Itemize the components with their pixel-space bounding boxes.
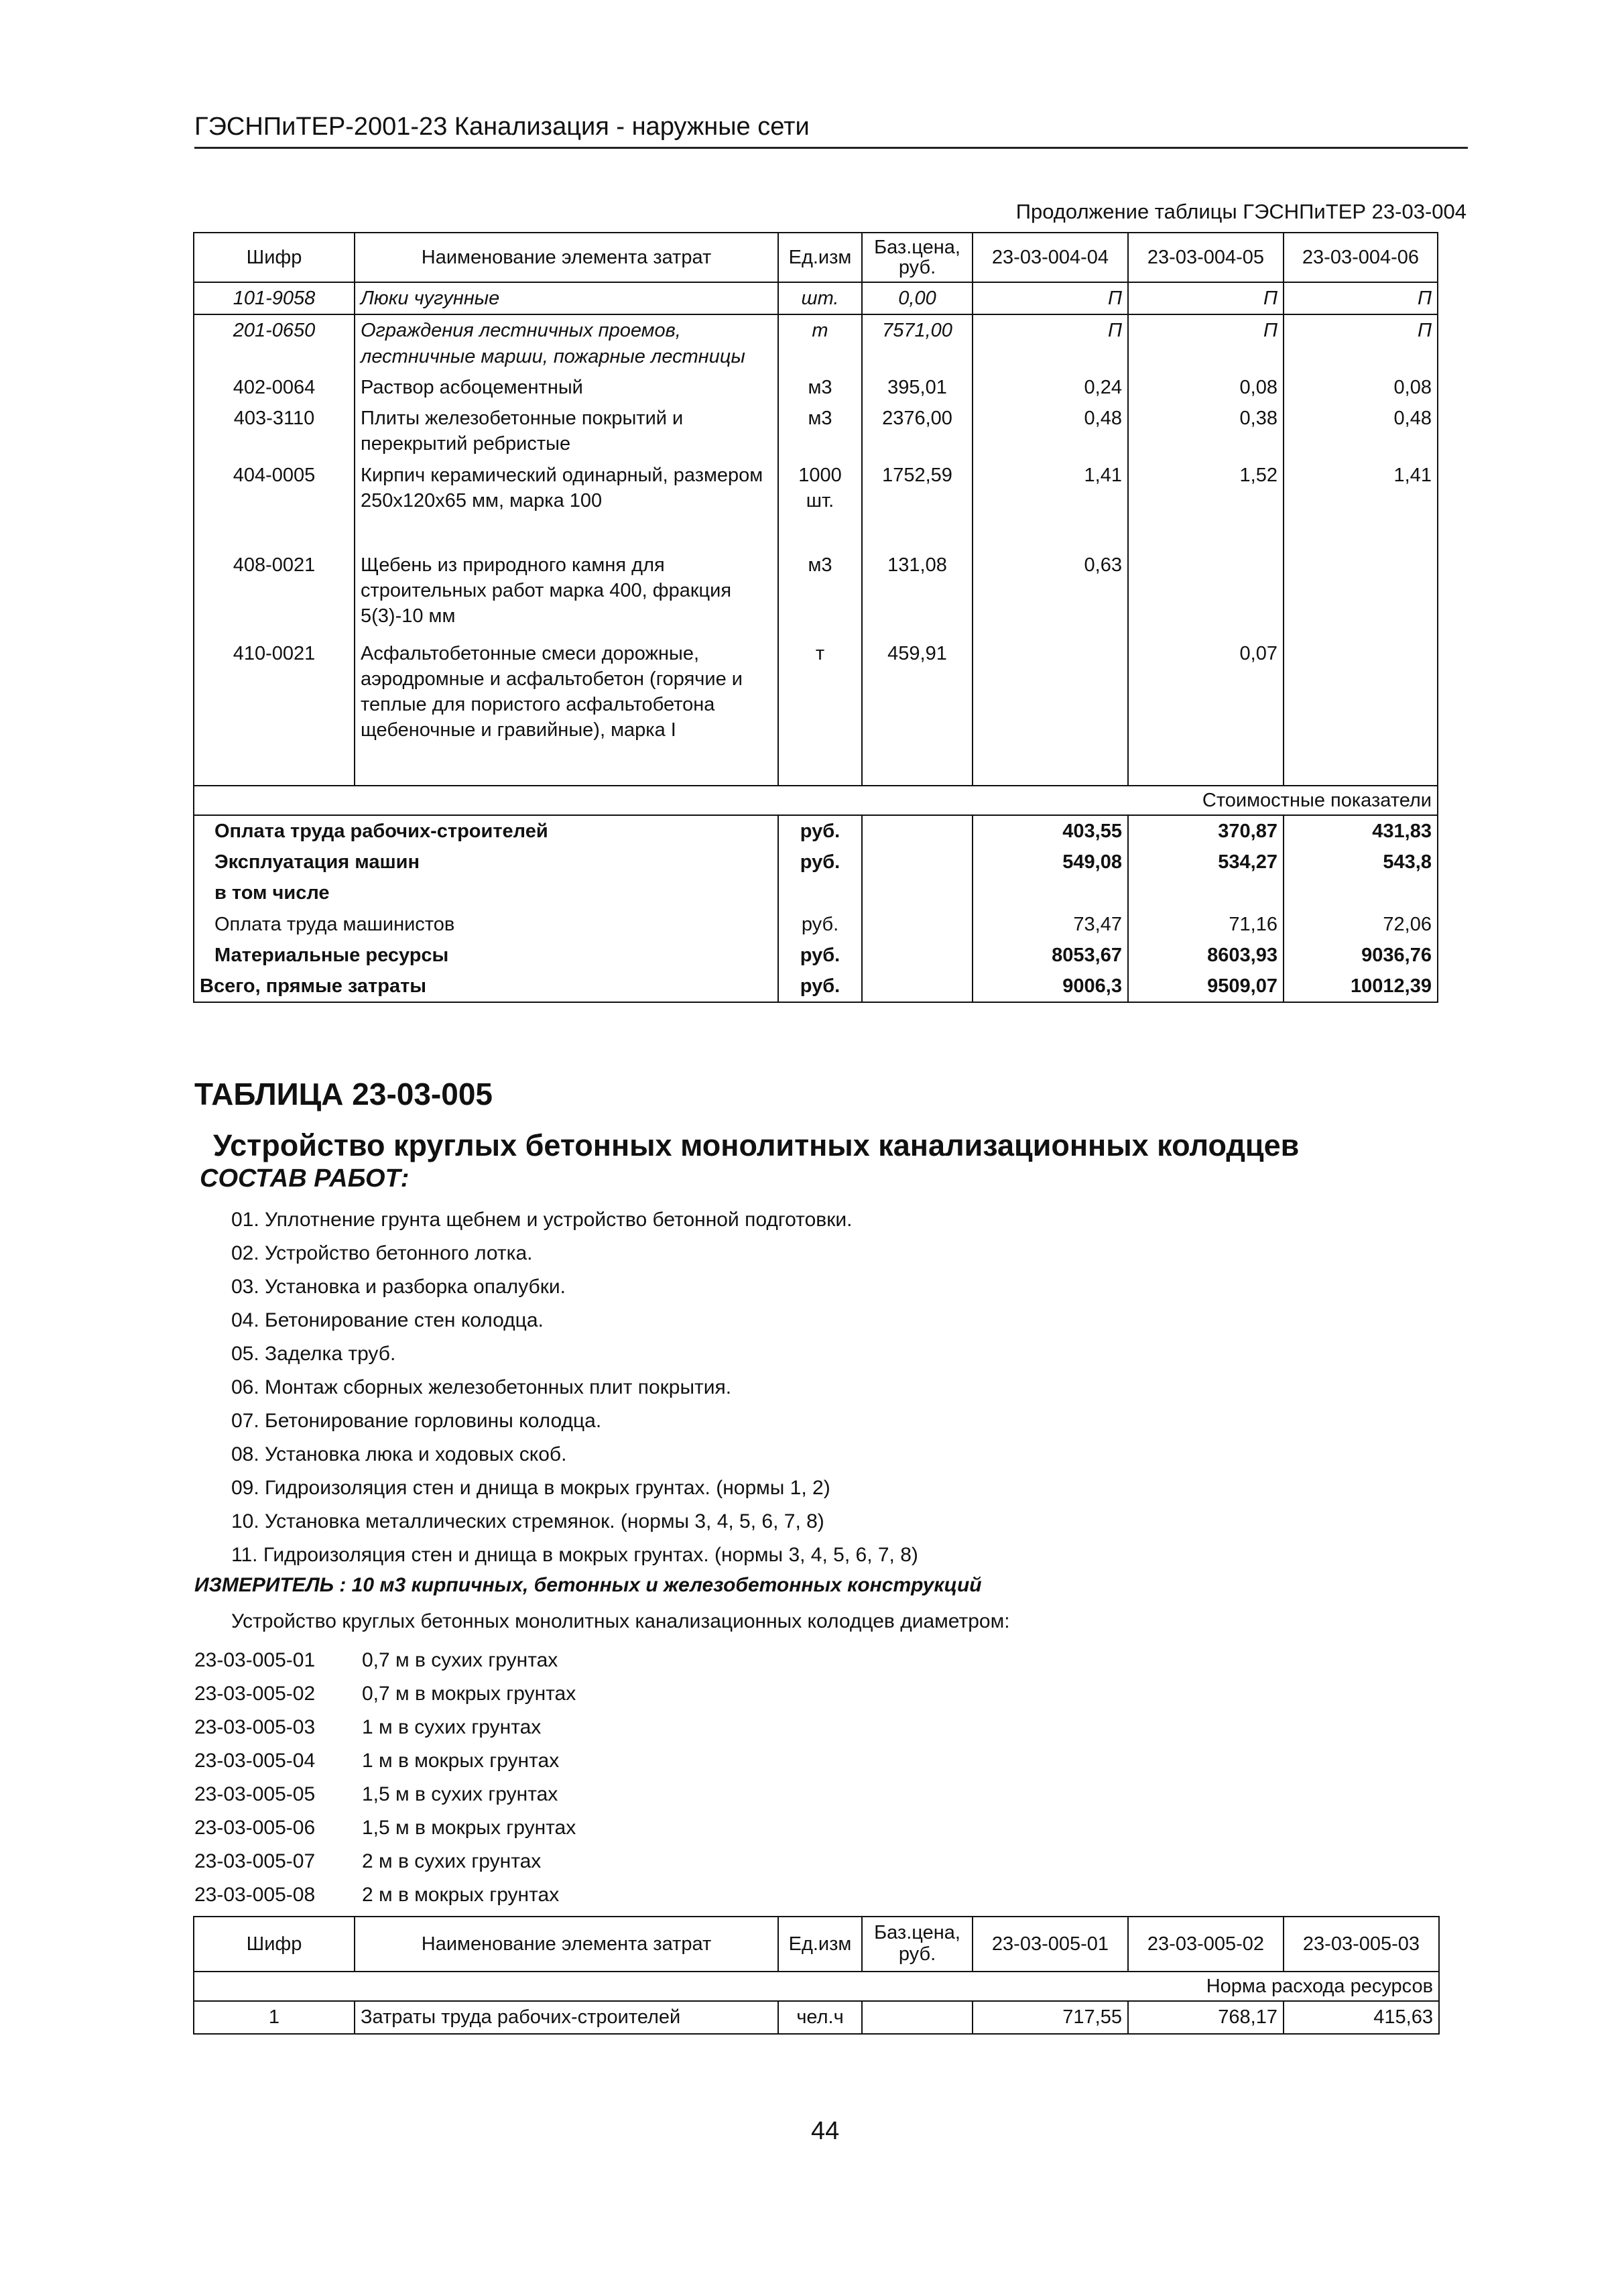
cell-value: 1,41: [1284, 460, 1438, 550]
table-row: [194, 314, 1438, 372]
list-item: [194, 1677, 576, 1711]
list-item: [194, 1845, 576, 1878]
variant-code: 23-03-005-04: [194, 1750, 316, 1772]
table-row: [194, 403, 1438, 460]
cell-value: П: [1284, 282, 1438, 314]
column-header: Наименование элемента затрат: [355, 1917, 778, 1972]
table-row: [194, 550, 1438, 638]
cell-name: Затраты труда рабочих-строителей: [355, 2001, 778, 2033]
variants-list: [194, 1644, 576, 1912]
cost-value: 431,83: [1284, 815, 1438, 847]
cost-value: 72,06: [1284, 909, 1438, 940]
cell-code: 408-0021: [194, 550, 355, 638]
cost-name: Всего, прямые затраты: [194, 971, 778, 1002]
cost-section-label: Стоимостные показатели: [194, 786, 1438, 815]
column-header: 23-03-004-06: [1284, 233, 1438, 282]
variants-intro: Устройство круглых бетонных монолитных канализационных колодцев диаметром:: [231, 1610, 1010, 1632]
cost-unit: руб.: [778, 971, 862, 1002]
cell-value: 415,63: [1284, 2001, 1439, 2033]
cell-value: 717,55: [973, 2001, 1128, 2033]
variant-code: 23-03-005-07: [194, 1850, 316, 1872]
table-row: [194, 372, 1438, 403]
column-header: 23-03-004-05: [1128, 233, 1284, 282]
cell-code: 101-9058: [194, 282, 355, 314]
table-row: [194, 2001, 1439, 2033]
cell-value: П: [1128, 282, 1284, 314]
cell-price: 1752,59: [862, 460, 973, 550]
cost-price-empty: [862, 971, 973, 1002]
cell-price: 131,08: [862, 550, 973, 638]
table-header-row: [194, 1917, 1439, 1972]
cell-unit: т: [778, 638, 862, 786]
cell-unit: м3: [778, 372, 862, 403]
cell-value: [1128, 550, 1284, 638]
list-item: [194, 1878, 576, 1912]
variant-desc: 0,7 м в сухих грунтах: [362, 1649, 558, 1671]
cost-value: 9509,07: [1128, 971, 1284, 1002]
cost-value: [973, 878, 1128, 908]
cost-value: 8603,93: [1128, 940, 1284, 971]
cell-value: [1284, 638, 1438, 786]
cost-value: [1128, 878, 1284, 908]
list-item: 04. Бетонирование стен колодца.: [231, 1309, 544, 1331]
cost-value: 370,87: [1128, 815, 1284, 847]
cell-value: 0,08: [1128, 372, 1284, 403]
column-header: Баз.цена, руб.: [862, 233, 973, 282]
works-list: [231, 1203, 918, 1572]
variant-desc: 1 м в сухих грунтах: [362, 1716, 542, 1738]
table-row: [194, 638, 1438, 786]
cell-value: 0,24: [973, 372, 1128, 403]
cell-unit: чел.ч: [778, 2001, 862, 2033]
list-item: 05. Заделка труб.: [231, 1343, 396, 1365]
cost-name: Материальные ресурсы: [194, 940, 778, 971]
cell-unit: 1000 шт.: [778, 460, 862, 550]
cell-name: Раствор асбоцементный: [355, 372, 778, 403]
section-subtitle: Устройство круглых бетонных монолитных канализационных колодцев: [213, 1128, 1300, 1162]
variant-desc: 1,5 м в мокрых грунтах: [362, 1817, 576, 1839]
cell-name: Щебень из природного камня для строительных работ марка 400, фракция 5(3)-10 мм: [355, 550, 778, 638]
list-item: [194, 1811, 576, 1845]
cost-name: Эксплуатация машин: [194, 847, 778, 878]
cell-name: Кирпич керамический одинарный, размером 250х120х65 мм, марка 100: [355, 460, 778, 550]
list-item: [194, 1778, 576, 1811]
column-header: Наименование элемента затрат: [355, 233, 778, 282]
cell-name: Плиты железобетонные покрытий и перекрытий ребристые: [355, 403, 778, 460]
cost-unit: руб.: [778, 940, 862, 971]
list-item: [194, 1711, 576, 1744]
cost-price-empty: [862, 847, 973, 878]
variant-code: 23-03-005-01: [194, 1649, 316, 1671]
continuation-note: Продолжение таблицы ГЭСНПиТЕР 23-03-004: [1015, 200, 1467, 223]
cost-name: в том числе: [194, 878, 778, 908]
variant-code: 23-03-005-03: [194, 1716, 316, 1738]
cost-row: [194, 847, 1438, 878]
cell-value: П: [1128, 314, 1284, 372]
cell-unit: т: [778, 314, 862, 372]
variant-code: 23-03-005-02: [194, 1683, 316, 1705]
cost-value: 71,16: [1128, 909, 1284, 940]
cost-row: [194, 815, 1438, 847]
cell-value: 0,48: [1284, 403, 1438, 460]
cost-value: 403,55: [973, 815, 1128, 847]
cost-name: Оплата труда машинистов: [194, 909, 778, 940]
cell-unit: м3: [778, 403, 862, 460]
norm-section-row: [194, 1972, 1439, 2001]
measure-unit: ИЗМЕРИТЕЛЬ : 10 м3 кирпичных, бетонных и железобетонных конструкций: [194, 1574, 982, 1596]
cell-value: 0,08: [1284, 372, 1438, 403]
cost-row: [194, 971, 1438, 1002]
cost-value: 534,27: [1128, 847, 1284, 878]
cost-value: 73,47: [973, 909, 1128, 940]
column-header: Шифр: [194, 1917, 355, 1972]
variant-desc: 2 м в сухих грунтах: [362, 1850, 542, 1872]
column-header: Ед.изм: [778, 1917, 862, 1972]
cell-code: 201-0650: [194, 314, 355, 372]
cost-value: 543,8: [1284, 847, 1438, 878]
column-header: Шифр: [194, 233, 355, 282]
list-item: [194, 1744, 576, 1778]
cost-unit: руб.: [778, 847, 862, 878]
cost-value: 8053,67: [973, 940, 1128, 971]
list-item: 01. Уплотнение грунта щебнем и устройство бетонной подготовки.: [231, 1209, 853, 1231]
cell-unit: шт.: [778, 282, 862, 314]
cell-code: 410-0021: [194, 638, 355, 786]
works-heading: СОСТАВ РАБОТ:: [200, 1164, 410, 1193]
column-header: 23-03-005-03: [1284, 1917, 1439, 1972]
cost-row: [194, 909, 1438, 940]
cell-name: Асфальтобетонные смеси дорожные, аэродромные и асфальтобетон (горячие и теплые для пористого асфальтобетона щебеночные и гравийные), марка I: [355, 638, 778, 786]
cell-value: 0,07: [1128, 638, 1284, 786]
variant-desc: 0,7 м в мокрых грунтах: [362, 1683, 576, 1705]
cost-value: [1284, 878, 1438, 908]
cell-price: 0,00: [862, 282, 973, 314]
cost-price-empty: [862, 940, 973, 971]
cost-price-empty: [862, 909, 973, 940]
cost-unit: [778, 878, 862, 908]
list-item: 06. Монтаж сборных железобетонных плит покрытия.: [231, 1376, 732, 1398]
variant-code: 23-03-005-05: [194, 1783, 316, 1805]
list-item: 08. Установка люка и ходовых скоб.: [231, 1443, 567, 1465]
cell-price: 7571,00: [862, 314, 973, 372]
cell-unit: м3: [778, 550, 862, 638]
norm-section-label: Норма расхода ресурсов: [194, 1972, 1439, 2001]
cell-code: 403-3110: [194, 403, 355, 460]
cell-value: 1,41: [973, 460, 1128, 550]
column-header: 23-03-005-01: [973, 1917, 1128, 1972]
list-item: 11. Гидроизоляция стен и днища в мокрых грунтах. (нормы 3, 4, 5, 6, 7, 8): [231, 1544, 918, 1566]
cell-code: 1: [194, 2001, 355, 2033]
list-item: 03. Установка и разборка опалубки.: [231, 1276, 566, 1298]
table-row: [194, 282, 1438, 314]
cell-name: Ограждения лестничных проемов, лестничные марши, пожарные лестницы: [355, 314, 778, 372]
cell-value: П: [1284, 314, 1438, 372]
resource-table-2: [193, 1916, 1440, 2035]
cost-row: [194, 940, 1438, 971]
cost-value: 9006,3: [973, 971, 1128, 1002]
list-item: 02. Устройство бетонного лотка.: [231, 1242, 533, 1264]
cost-value: 9036,76: [1284, 940, 1438, 971]
variant-desc: 1,5 м в сухих грунтах: [362, 1783, 558, 1805]
cell-price: 2376,00: [862, 403, 973, 460]
variant-desc: 2 м в мокрых грунтах: [362, 1884, 560, 1906]
column-header: Ед.изм: [778, 233, 862, 282]
cell-value: 0,48: [973, 403, 1128, 460]
cost-value: 10012,39: [1284, 971, 1438, 1002]
cost-price-empty: [862, 815, 973, 847]
cell-value: 768,17: [1128, 2001, 1284, 2033]
cell-code: 402-0064: [194, 372, 355, 403]
resource-table-1: [193, 232, 1438, 1003]
column-header: Баз.цена, руб.: [862, 1917, 973, 1972]
cost-row: [194, 878, 1438, 908]
cost-name: Оплата труда рабочих-строителей: [194, 815, 778, 847]
variant-code: 23-03-005-06: [194, 1817, 316, 1839]
variant-desc: 1 м в мокрых грунтах: [362, 1750, 560, 1772]
cell-code: 404-0005: [194, 460, 355, 550]
cell-name: Люки чугунные: [355, 282, 778, 314]
list-item: 10. Установка металлических стремянок. (нормы 3, 4, 5, 6, 7, 8): [231, 1510, 824, 1532]
variant-code: 23-03-005-08: [194, 1884, 316, 1906]
page-header: ГЭСНПиТЕР-2001-23 Канализация - наружные сети: [194, 113, 1468, 149]
cost-unit: руб.: [778, 909, 862, 940]
column-header: 23-03-005-02: [1128, 1917, 1284, 1972]
cost-section-row: [194, 786, 1438, 815]
cell-price: [862, 2001, 973, 2033]
cell-value: П: [973, 282, 1128, 314]
cell-value: 0,38: [1128, 403, 1284, 460]
cell-value: П: [973, 314, 1128, 372]
cell-value: [1284, 550, 1438, 638]
column-header: 23-03-004-04: [973, 233, 1128, 282]
table-row: [194, 460, 1438, 550]
list-item: 07. Бетонирование горловины колодца.: [231, 1410, 602, 1432]
cell-price: 395,01: [862, 372, 973, 403]
cell-value: [973, 638, 1128, 786]
cost-price-empty: [862, 878, 973, 908]
cell-price: 459,91: [862, 638, 973, 786]
table-header-row: [194, 233, 1438, 282]
cost-value: 549,08: [973, 847, 1128, 878]
cell-value: 1,52: [1128, 460, 1284, 550]
cell-value: 0,63: [973, 550, 1128, 638]
page-number: 44: [811, 2117, 840, 2145]
list-item: 09. Гидроизоляция стен и днища в мокрых грунтах. (нормы 1, 2): [231, 1477, 830, 1499]
cost-unit: руб.: [778, 815, 862, 847]
list-item: [194, 1644, 576, 1677]
section-title: ТАБЛИЦА 23-03-005: [194, 1077, 493, 1111]
